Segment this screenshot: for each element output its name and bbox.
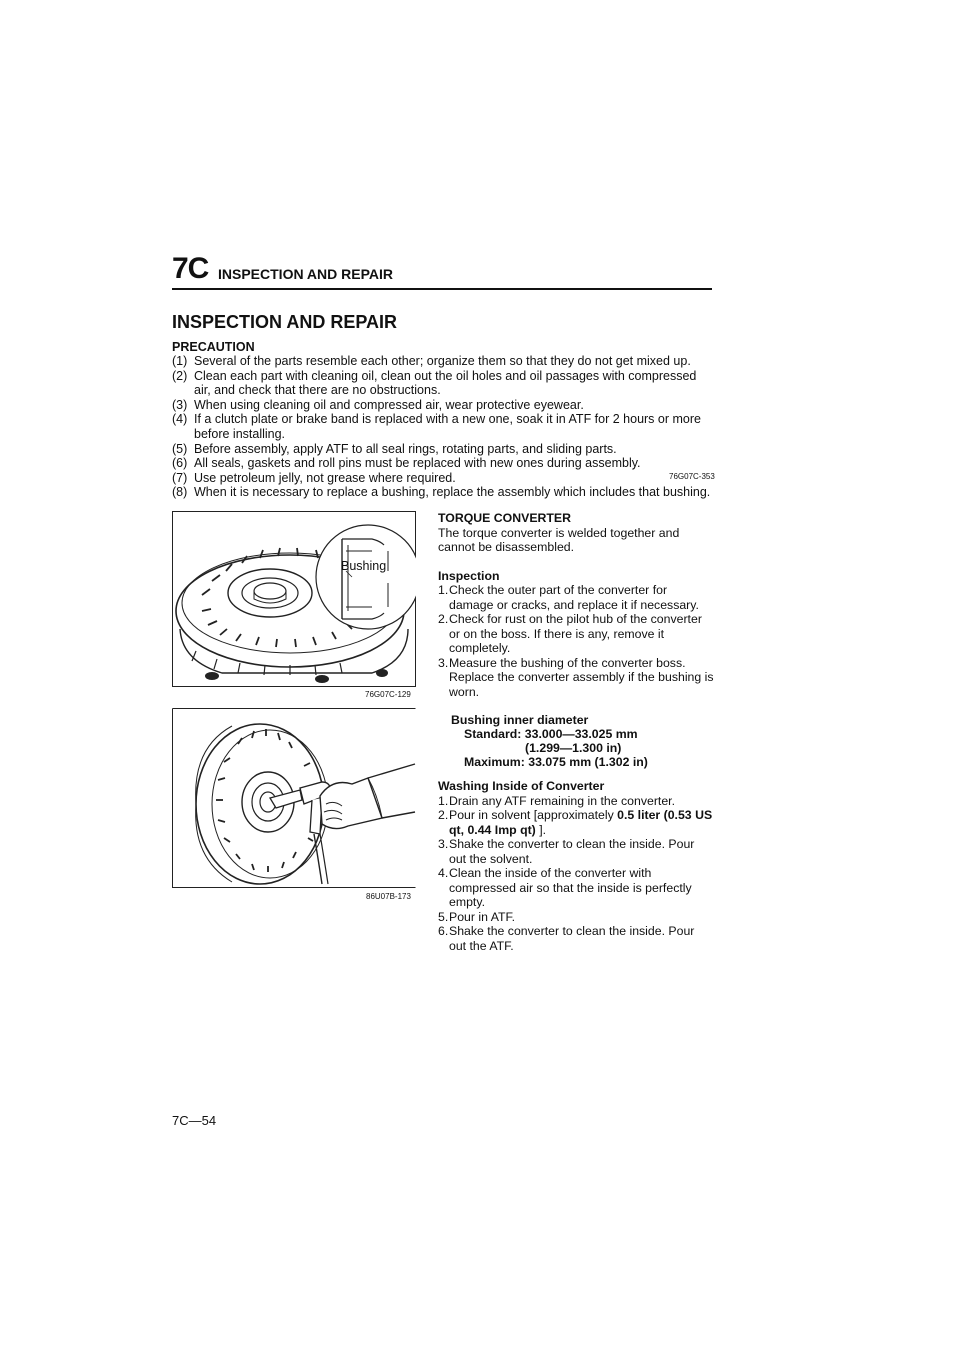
torque-converter-title: TORQUE CONVERTER (438, 511, 572, 525)
precaution-item: (4) If a clutch plate or brake band is replaced with a new one, soak it in ATF for 2 hours or more before installing. (172, 412, 701, 441)
washing-step: 1. Drain any ATF remaining in the converter. (438, 793, 676, 808)
inspection-step: 2. Check for rust on the pilot hub of the converter or on the boss. If there is any, remove it completely. (438, 612, 702, 655)
precaution-item: (2) Clean each part with cleaning oil, clean out the oil holes and oil passages with compressed air, and check that there are no obstructions. (172, 368, 697, 398)
washing-step: 2. Pour in solvent [approximately 0.5 liter (0.53 US qt, 0.44 Imp qt) ]. (438, 808, 713, 837)
figure-torque-converter (172, 511, 416, 687)
precaution-item: (1) Several of the parts resemble each other; organize them so that they do not get mixed up. (172, 354, 691, 368)
precaution-item: (5) Before assembly, apply ATF to all seal rings, rotating parts, and sliding parts. (172, 441, 617, 456)
bushing-spec (438, 713, 714, 769)
spec-standard: Standard: 33.000—33.025 mm (464, 727, 638, 741)
washing-steps (438, 794, 714, 954)
washing-step: 3. Shake the converter to clean the inside. Pour out the solvent. (438, 837, 695, 866)
washing-step: 6. Shake the converter to clean the inside. Pour out the ATF. (438, 924, 695, 953)
inspection-step: 1. Check the outer part of the converter for damage or cracks, and replace it if necessary. (438, 583, 699, 612)
figure2-code: 86U07B-173 (366, 892, 411, 901)
page-number: 7C—54 (172, 1113, 217, 1128)
chapter-code: 7C (172, 252, 209, 285)
chapter-title: INSPECTION AND REPAIR (218, 266, 394, 282)
precaution-item: (7) Use petroleum jelly, not grease where required. (172, 470, 456, 485)
inspection-steps (438, 583, 714, 699)
precaution-list (172, 354, 716, 500)
figure1-code: 76G07C-129 (365, 690, 411, 699)
precaution-item: (8) When it is necessary to replace a bushing, replace the assembly which includes that bushing. (172, 485, 711, 500)
inspection-title: Inspection (438, 568, 500, 583)
figure-washing-converter (172, 708, 416, 888)
washing-step: 4. Clean the inside of the converter with compressed air so that the inside is perfectly empty. (438, 866, 692, 909)
precaution-item: (6) All seals, gaskets and roll pins must be replaced with new ones during assembly. (172, 456, 641, 471)
precaution-item: (3) When using cleaning oil and compressed air, wear protective eyewear. (172, 397, 584, 412)
washing-illustration (172, 708, 416, 888)
spec-standard-in: (1.299—1.300 in) (525, 741, 622, 755)
washing-step: 5. Pour in ATF. (438, 909, 516, 924)
spec-maximum: Maximum: 33.075 mm (1.302 in) (464, 755, 648, 769)
torque-converter-section (438, 511, 714, 953)
precaution-title: PRECAUTION (172, 340, 255, 354)
inspection-step: 3. Measure the bushing of the converter boss. Replace the converter assembly if the bushing is worn. (438, 655, 714, 699)
torque-converter-illustration (172, 511, 416, 687)
bushing-callout-label: Bushing (341, 559, 387, 573)
torque-converter-intro: The torque converter is welded together and cannot be disassembled. (438, 525, 680, 554)
header-rule (172, 288, 712, 290)
spec-title: Bushing inner diameter (451, 713, 589, 727)
washing-title: Washing Inside of Converter (438, 779, 605, 793)
section-title: INSPECTION AND REPAIR (172, 312, 398, 332)
precaution-code: 76G07C-353 (669, 472, 715, 481)
